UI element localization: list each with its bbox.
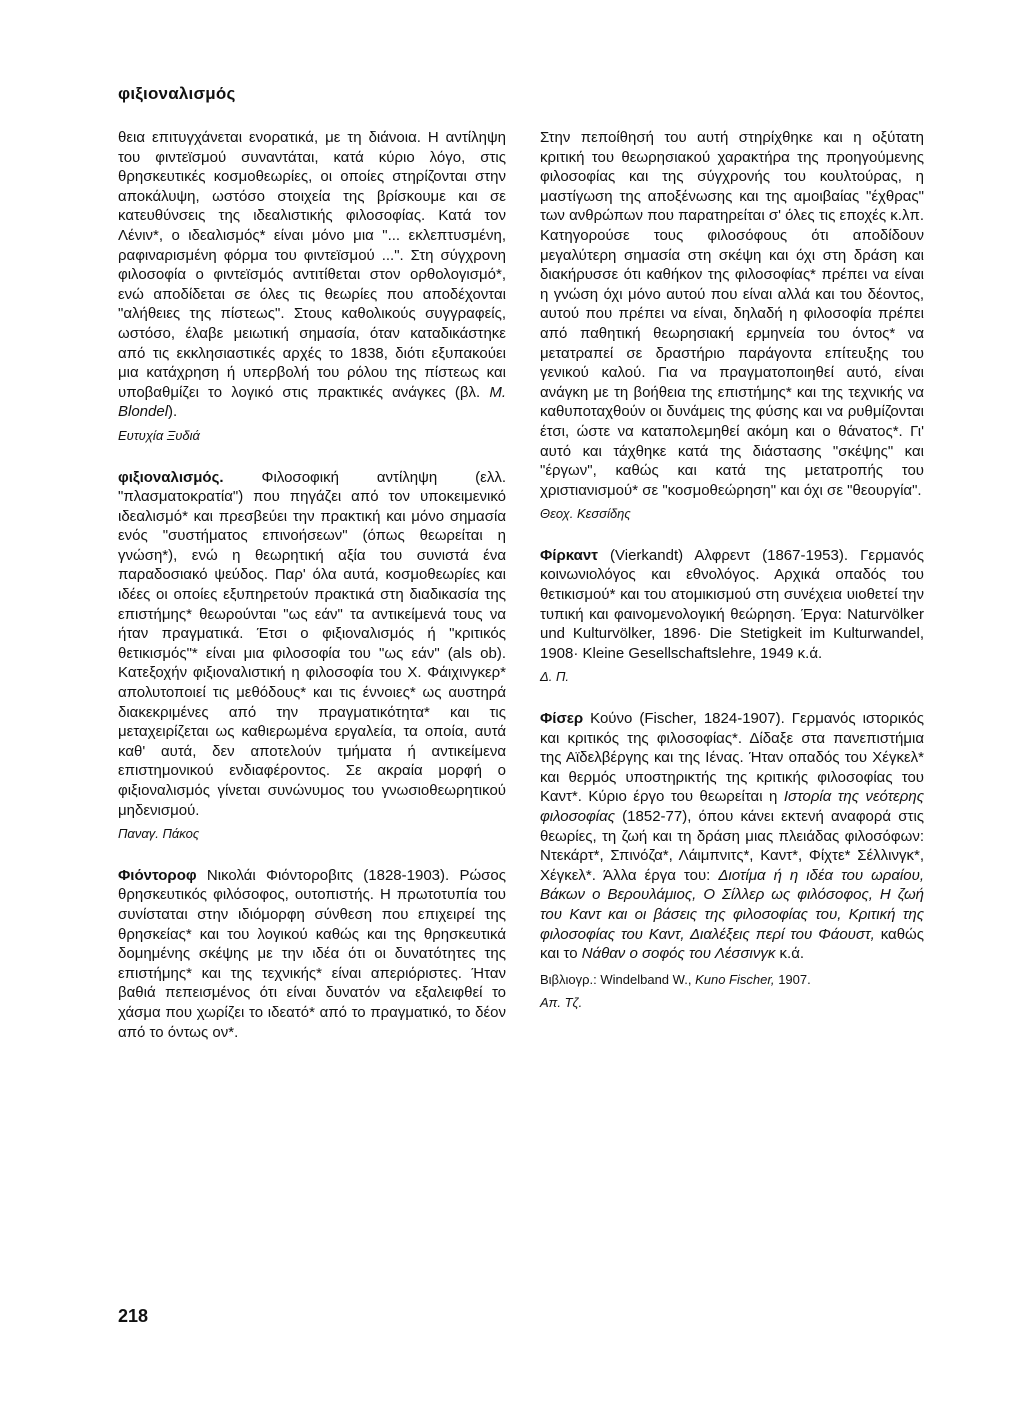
entry-vierkandt [540,546,924,664]
entry-fictionalism [118,468,506,821]
entry-fideism-continuation [118,128,506,422]
headword-vierkandt: Φίρκαντ [540,546,598,564]
entry-vierkandt-text: (Vierkandt) Αλφρεντ (1867-1953). Γερμανός κοινωνιολόγος και εθνολόγος. Αρχικά οπαδός του θετικισμού* και του ατομικισμού στη συνέχεια υιοθετεί την τυπική και φαινομενολογική θεώρηση. Έργα: Naturvölker und Kulturvölker, 1896· Die Stetigkeit im Kulturwandel, 1908· Kleine Gesellschaftslehre, 1949 κ.ά. [540,546,924,662]
entry-fideism-text: θεια επιτυγχάνεται ενορατικά, με τη διάνοια. Η αντίληψη του φιντεϊσμού συναντάται, κατά κύριο λόγο, στις θρησκευτικές κοσμοθεωρίες, οι οποίες στηρίζονται στην αποκάλυψη, ωστόσο στοιχεία της βρίσκουμε και σε κατευθύνσεις της ιδεαλιστικής φιλοσοφίας. Κατά τον Λένιν*, ο ιδεαλισμός* είναι μόνο μια "... εκλεπτυσμένη, ραφιναρισμένη φόρμα του φιντεϊσμού ...". Στη σύγχρονη φιλοσοφία ο φιντεϊσμός αντιτίθεται στον ορθολογισμό*, ενώ αποδίδεται σε όλες τις θεωρίες που αποδέχονται "αλήθειες της πίστεως". Στους καθολικούς συγγραφείς, ωστόσο, έλαβε μειωτική σημασία, όταν καταδικάστηκε από τις εκκλησιαστικές αρχές το 1838, διότι εξυπακούει μια κατάχρηση ή υπερβολή του ρόλου της πίστεως και υποβαθμίζει το λογικό στις πρακτικές ανάγκες (βλ. [118,129,506,401]
work-history-modern-philosophy: Ιστορία της νεότερης φιλοσοφίας [540,788,924,825]
bibliography-year: 1907. [778,971,811,987]
bibliography-label: Βιβλιογρ.: Windelband W., [540,971,692,987]
entry-fyodorov [118,866,506,1042]
entry-fischer-text-4: κ.ά. [779,945,805,963]
author-signature-tz: Απ. Τζ. [540,995,583,1011]
entry-fischer-text-2: (1852-77), όπου κάνει εκτενή αναφορά στις θεωρίες, τη ζωή και τη δράση μιας πλειάδας φιλοσόφων: Ντεκάρτ*, Σπινόζα*, Λάιμπνιτς*, Καντ*, Φίχτε* Σέλλινγκ*, Χέγκελ*. Άλλα έργα του: [540,808,925,884]
running-head: φιξιοναλισμός [118,84,236,103]
reference-close: ). [168,403,178,421]
headword-fyodorov: Φιόντοροφ [118,866,197,884]
headword-fischer: Φίσερ [540,710,584,728]
author-signature-pakos: Παναγ. Πάκος [118,826,200,842]
left-column [118,128,506,1042]
work-nathan: Νάθαν ο σοφός του Λέσσινγκ [581,945,776,963]
page-number: 218 [118,1306,149,1326]
entry-fyodorov-continuation: Στην πεποίθησή του αυτή στηρίχθηκε και η οξύτατη κριτική του θεωρησιακού χαρακτήρα της προηγούμενης φιλοσοφίας και της σύγχρονής του κουλτούρας, η μαστίγωση της αποξένωσης και της αμοιβαίας "έχθρας" των ανθρώπων που παρατηρείται σ' όλες τις εποχές κ.λπ. Κατηγορούσε τους φιλοσόφους ότι αποδίδουν μεγαλύτερη σημασία στη σκέψη και όχι στη δράση και διακήρυσσε ότι καθήκον της φιλοσοφίας* πρέπει να είναι η γνώση όχι μόνο αυτού που είναι αλλά και του δέοντος, αυτού που πρέπει να είναι, δηλαδή η φιλοσοφία πρέπει από παθητική θεωρησιακή ερμηνεία του όντος* να μετατραπεί σε δραστήριο παράγοντα επίτευξης του γενικού καλού. Για να πραγματοποιηθεί αυτό, είναι ανάγκη με τη βοήθεια της επιστήμης* και της τεχνικής να καθυποταχθούν οι δυνάμεις της φύσης και να ρυθμίζονται έτσι, ώστε να καταπολεμηθεί ακόμη και ο θάνατος*. Γι' αυτό και τάχθηκε κατά της διάστασης "σκέψης" και "έργων", καθώς και κατά της μετατροπής του χριστιανισμού* σε "κοσμοθεώρηση" και όχι σε "θεουργία". [540,129,924,499]
reference-blondel: M. Blondel [118,383,507,421]
author-signature-dp: Δ. Π. [540,669,569,685]
entry-fischer-text-3: καθώς και το [540,925,924,963]
entry-fyodorov-text: Νικολάι Φιόντοροβιτς (1828-1903). Ρώσος θρησκευτικός φιλόσοφος, ουτοπιστής. Η πρωτοτυπία του συνίσταται στην ιδιόμορφη σύνθεση που επιχειρεί της θρησκείας* και του λογικού καθώς και της θρησκευτικά δομημένης σκέψης με την ιδέα ότι οι δυνατότητες της επιστήμης* και της τεχνικής* είναι απεριόριστες. Ήταν βαθιά πεπεισμένος ότι είναι δυνατόν να εξαλειφθεί το χάσμα που χωρίζει το ιδεατό* από το πραγματικό, το δέον από το όντως ον*. [118,866,506,1041]
entry-fischer-text-1: Κούνο (Fischer, 1824-1907). Γερμανός ιστορικός και κριτικός της φιλοσοφίας*. Δίδαξε στα πανεπιστήμια της Αϊδελβέργης και της Ιένας. Ήταν οπαδός του Χέγκελ* και θερμός υποστηρικτής της κριτικής φιλοσοφίας του Καντ*. Κύριο έργο του θεωρείται η [540,710,924,806]
right-column [540,128,924,1013]
entry-fictionalism-text: Φιλοσοφική αντίληψη (ελλ. "πλασματοκρατία") που πηγάζει από τον υποκειμενικό ιδεαλισμό* και πρεσβεύει την πρακτική και μόνο σημασία ενός "συστήματος επινοήσεων" (όπως θεωρείται η γνώση*), ενώ η θεωρητική αξία του συνιστά ένα παραδοσιακό ψεύδος. Παρ' όλα αυτά, κοσμοθεωρίες και ιδέες οι οποίες εξυπηρετούν πρακτικά στη διαδικασία της επιστήμης* θεωρούνται "ως εάν" τα αντικείμενά τους να ήταν πραγματικά. Έτσι ο φιξιοναλισμός ή "κριτικός θετικισμός"* είναι μια φιλοσοφία του "ως εάν" (als ob). Κατεξοχήν φιξιοναλιστική η φιλοσοφία του Χ. Φάιχινγκερ* απολυτοποιεί τις μεθόδους* και τις έννοιες* ως αυστηρά διακεκριμένες από την πραγματικότητα* και τις μεταχειρίζεται ως καθιερωμένα εργαλεία, τα οποία, αυτά καθ' αυτά, δεν αποτελούν τμήματα ή αντικείμενα επιστημονικού ενδιαφέροντος. Σε ακραία μορφή ο φιξιοναλισμός γίνεται συνώνυμος του γνωσιοθεωρητικού μηδενισμού. [118,468,506,819]
author-signature-xydia: Ευτυχία Ξυδιά [118,427,200,443]
author-signature-kessidis: Θεοχ. Κεσσίδης [540,506,631,522]
bibliography-work: Kuno Fischer, [695,971,775,987]
entry-fischer [540,709,924,964]
headword-fictionalism: φιξιοναλισμός. [118,468,224,486]
works-list: Διοτίμα ή η ιδέα του ωραίου, Βάκων ο Βερουλάμιος, Ο Σίλλερ ως φιλόσοφος, Η ζωή του Καντ και οι βάσεις της φιλοσοφίας του, Κριτική της φιλοσοφίας του Καντ, Διαλέξεις περί του Φάουστ, [540,866,924,943]
bibliography [540,970,924,990]
